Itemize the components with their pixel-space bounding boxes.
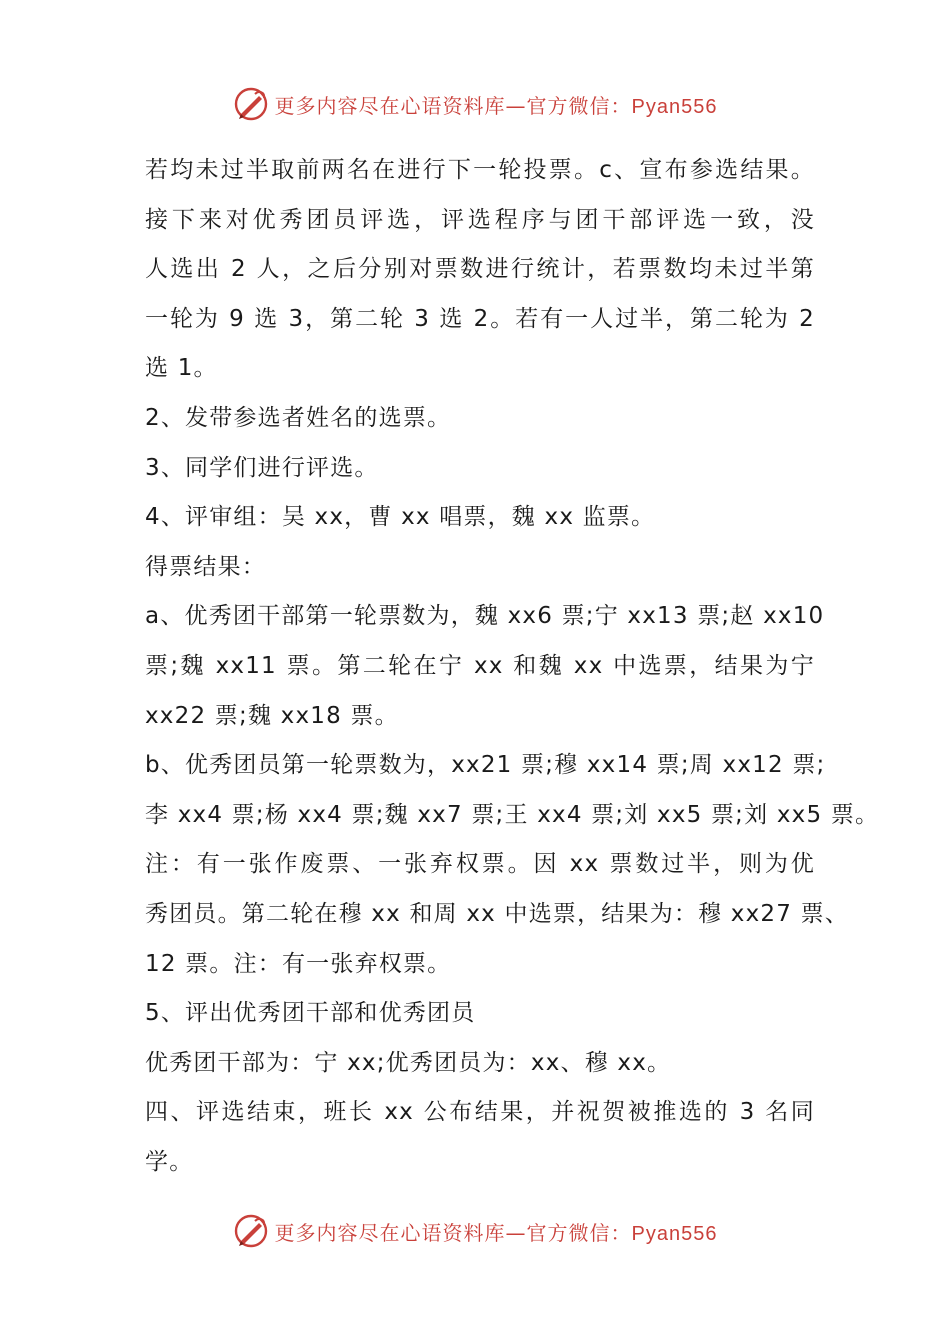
text-line: 选 1。 — [145, 355, 218, 382]
footer-separator: — — [505, 1220, 527, 1245]
text-line: 优秀团干部为：宁 xx;优秀团员为：xx、穆 xx。 — [145, 1049, 672, 1076]
text-line: 李 xx4 票;杨 xx4 票;魏 xx7 票;王 xx4 票;刘 xx5 票;刘 xx5 票。 — [145, 801, 880, 828]
header-banner-text — [275, 90, 718, 119]
text-line: 人选出 2 人，之后分别对票数进行统计，若票数均未过半第 — [145, 256, 815, 283]
text-line: b、优秀团员第一轮票数为，xx21 票;穆 xx14 票;周 xx12 票; — [145, 752, 826, 779]
header-wechat-id: Pyan556 — [631, 95, 718, 118]
text-line: 注：有一张作废票、一张弃权票。因 xx 票数过半，则为优 — [145, 851, 815, 878]
footer-banner-text — [275, 1217, 718, 1246]
header-wechat-label: 官方微信： — [526, 93, 632, 118]
text-line: 接下来对优秀团员评选，评选程序与团干部评选一致，没 — [145, 206, 815, 233]
header-brand: 更多内容尽在心语资料库 — [274, 93, 506, 118]
footer-wechat-label: 官方微信： — [526, 1220, 632, 1245]
text-line: xx22 票;魏 xx18 票。 — [145, 702, 399, 729]
footer-brand: 更多内容尽在心语资料库 — [274, 1220, 506, 1245]
text-line: 得票结果： — [145, 553, 266, 580]
text-line: 3、同学们进行评选。 — [145, 454, 379, 481]
text-line: a、优秀团干部第一轮票数为，魏 xx6 票;宁 xx13 票;赵 xx10 — [145, 603, 825, 630]
text-line: 2、发带参选者姓名的选票。 — [145, 404, 452, 431]
text-line: 一轮为 9 选 3，第二轮 3 选 2。若有一人过半，第二轮为 2 — [145, 305, 815, 332]
text-line: 四、评选结束，班长 xx 公布结果，并祝贺被推选的 3 名同 — [145, 1099, 815, 1126]
page-footer-banner — [0, 1209, 950, 1253]
text-line: 票;魏 xx11 票。第二轮在宁 xx 和魏 xx 中选票，结果为宁 — [145, 652, 815, 679]
text-line: 若均未过半取前两名在进行下一轮投票。c、宣布参选结果。 — [145, 157, 815, 183]
pen-logo-icon — [233, 1213, 269, 1249]
page-header-banner — [0, 82, 950, 126]
text-line: 秀团员。第二轮在穆 xx 和周 xx 中选票，结果为：穆 xx27 票、 — [145, 900, 850, 927]
header-separator: — — [505, 93, 527, 118]
document-body — [145, 146, 880, 1187]
pen-logo-icon — [233, 86, 269, 122]
footer-wechat-id: Pyan556 — [631, 1222, 718, 1245]
text-line: 学。 — [145, 1148, 194, 1175]
text-line: 12 票。注：有一张弃权票。 — [145, 950, 452, 977]
text-line: 5、评出优秀团干部和优秀团员 — [145, 1000, 476, 1027]
text-line: 4、评审组：吴 xx，曹 xx 唱票，魏 xx 监票。 — [145, 504, 656, 531]
